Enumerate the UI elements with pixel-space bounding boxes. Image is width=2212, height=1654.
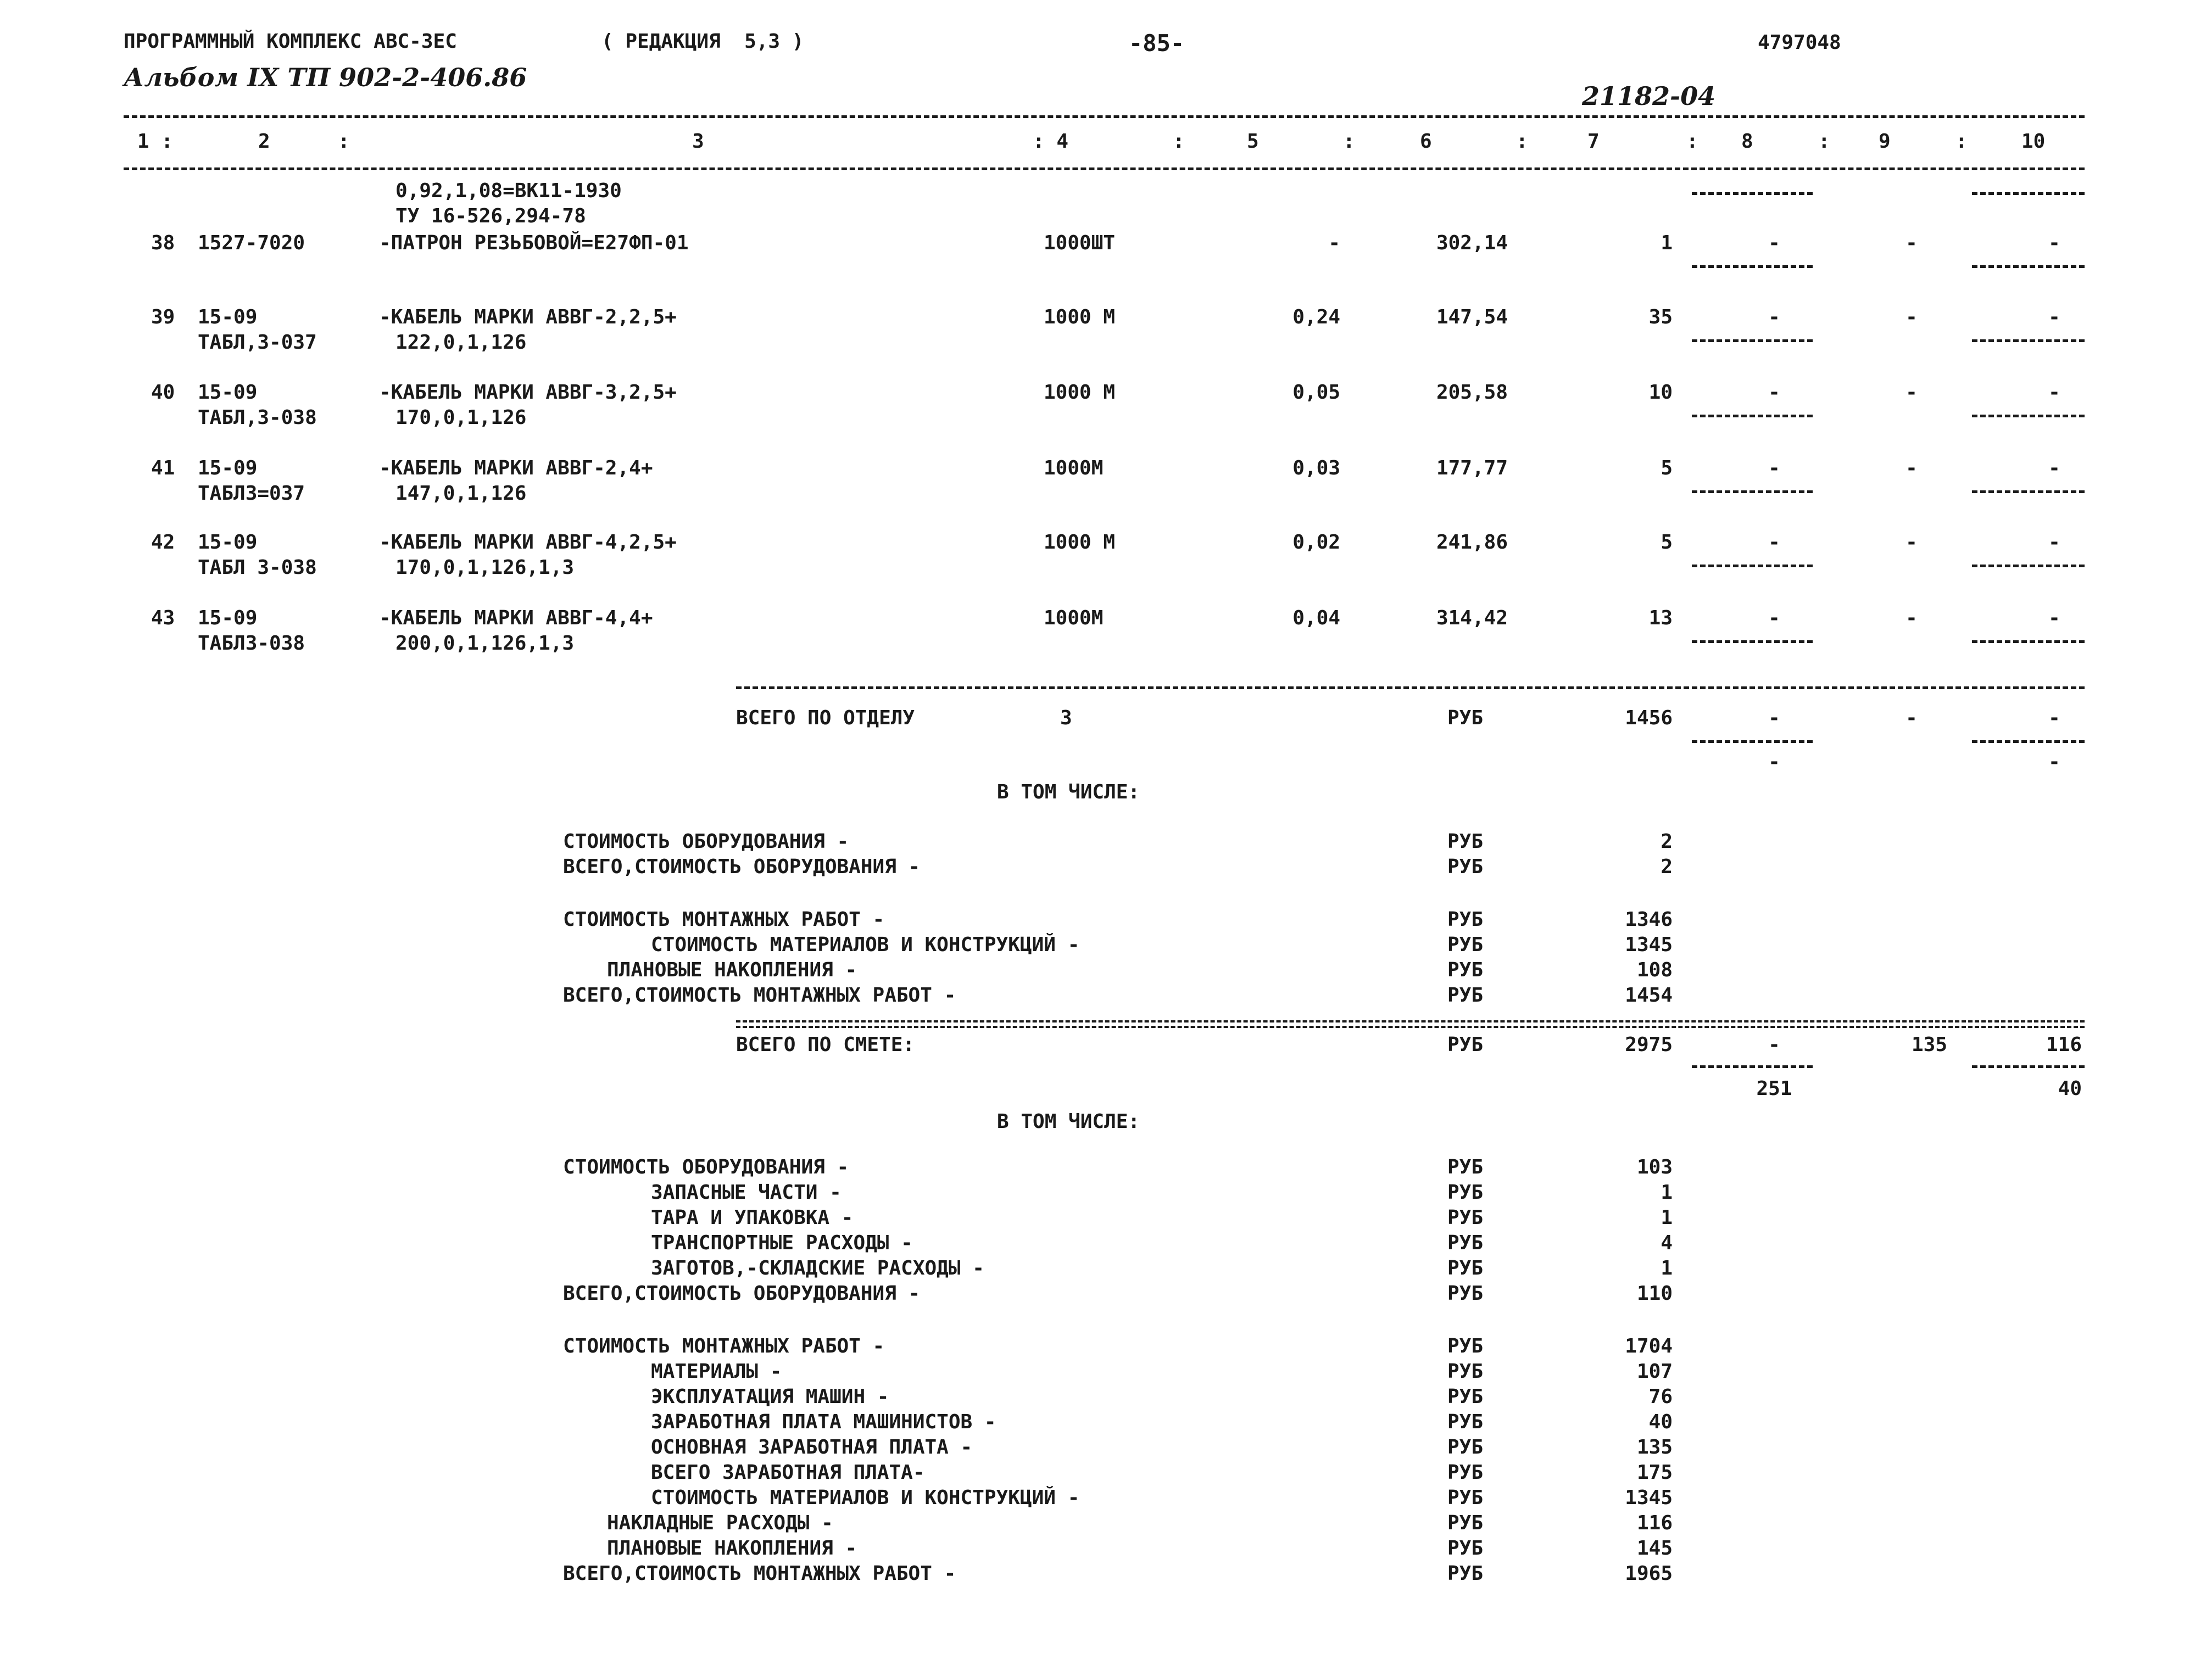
row-code: 15-09	[198, 531, 258, 554]
breakdown-unit: РУБ	[1447, 1537, 1484, 1560]
breakdown-unit: РУБ	[1447, 1206, 1484, 1229]
breakdown-unit: РУБ	[1447, 934, 1484, 956]
cell-divider	[1972, 640, 2085, 643]
row-number: 38	[151, 232, 175, 254]
row-code-table: ТАБЛ3=037	[198, 482, 305, 505]
row-c7: 10	[1648, 381, 1673, 404]
cell-divider	[1692, 565, 1813, 567]
breakdown-label: ЭКСПЛУАТАЦИЯ МАШИН -	[651, 1385, 889, 1408]
estimate-total-c8: -	[1768, 1033, 1780, 1056]
row-c5: 0,05	[1292, 381, 1340, 404]
breakdown-label: ТАРА И УПАКОВКА -	[651, 1206, 854, 1229]
row-unit: 1000 М	[1044, 381, 1116, 404]
row-number: 41	[151, 457, 175, 479]
row-c8: -	[1768, 457, 1780, 479]
cell-divider	[1692, 265, 1813, 268]
breakdown-label: ВСЕГО,СТОИМОСТЬ ОБОРУДОВАНИЯ -	[563, 856, 921, 878]
estimate-total-c10-sub: 40	[2058, 1077, 2082, 1100]
breakdown-unit: РУБ	[1447, 959, 1484, 981]
breakdown-unit: РУБ	[1447, 984, 1484, 1007]
row-name: -КАБЕЛЬ МАРКИ АВВГ-3,2,5+	[379, 381, 677, 404]
row-c8: -	[1768, 531, 1780, 554]
breakdown-label: ВСЕГО,СТОИМОСТЬ ОБОРУДОВАНИЯ -	[563, 1282, 921, 1305]
breakdown-value: 1454	[1625, 984, 1673, 1007]
row-c9: -	[1905, 457, 1918, 479]
breakdown-unit: РУБ	[1447, 1461, 1484, 1484]
row-c7: 5	[1661, 457, 1673, 479]
cell-divider	[1692, 339, 1813, 342]
row-c8: -	[1768, 306, 1780, 328]
row-c5: 0,03	[1292, 457, 1340, 479]
row-code: 1527-7020	[198, 232, 305, 254]
continuation-line: ТУ 16-526,294-78	[395, 205, 586, 227]
breakdown-value: 135	[1636, 1436, 1673, 1459]
breakdown-unit: РУБ	[1447, 908, 1484, 931]
row-unit: 1000ШТ	[1044, 232, 1116, 254]
including-heading-2: В ТОМ ЧИСЛЕ:	[997, 1110, 1140, 1133]
row-name-cont: 147,0,1,126	[395, 482, 527, 505]
col-6: 6	[1420, 130, 1432, 153]
col-sep: :	[1173, 130, 1185, 153]
row-name-cont: 170,0,1,126	[395, 406, 527, 429]
breakdown-value: 1	[1661, 1181, 1673, 1204]
col-sep: :	[1343, 130, 1355, 153]
breakdown-label: ТРАНСПОРТНЫЕ РАСХОДЫ -	[651, 1232, 913, 1254]
breakdown-value: 103	[1636, 1156, 1673, 1178]
col-3: 3	[692, 130, 704, 153]
row-c7: 13	[1648, 607, 1673, 629]
row-c5: 0,04	[1292, 607, 1340, 629]
breakdown-unit: РУБ	[1447, 830, 1484, 853]
estimate-total-unit: РУБ	[1447, 1033, 1484, 1056]
row-c6: 302,14	[1436, 232, 1508, 254]
row-name: -КАБЕЛЬ МАРКИ АВВГ-4,4+	[379, 607, 653, 629]
col-5: 5	[1247, 130, 1259, 153]
row-number: 43	[151, 607, 175, 629]
breakdown-value: 108	[1636, 959, 1673, 981]
row-name-cont: 170,0,1,126,1,3	[395, 556, 575, 579]
row-c10: -	[2048, 381, 2060, 404]
cell-divider	[1972, 265, 2085, 268]
dept-total-c10-sub: -	[2048, 751, 2060, 773]
row-c5: -	[1328, 232, 1340, 254]
breakdown-label: ВСЕГО,СТОИМОСТЬ МОНТАЖНЫХ РАБОТ -	[563, 1562, 956, 1585]
row-name: -КАБЕЛЬ МАРКИ АВВГ-4,2,5+	[379, 531, 677, 554]
row-c9: -	[1905, 306, 1918, 328]
breakdown-label: ЗАГОТОВ,-СКЛАДСКИЕ РАСХОДЫ -	[651, 1257, 984, 1279]
row-name-cont: 200,0,1,126,1,3	[395, 632, 575, 655]
breakdown-label: МАТЕРИАЛЫ -	[651, 1360, 782, 1383]
estimate-total-c10: 116	[2046, 1033, 2082, 1056]
col-sep: :	[338, 130, 350, 153]
cell-divider	[1972, 490, 2085, 493]
cell-divider	[1972, 415, 2085, 417]
row-code: 15-09	[198, 607, 258, 629]
col-sep: :	[1516, 130, 1528, 153]
breakdown-unit: РУБ	[1447, 1156, 1484, 1178]
row-name: -ПАТРОН РЕЗЬБОВОЙ=Е27ФП-01	[379, 232, 689, 254]
row-c9: -	[1905, 232, 1918, 254]
row-c10: -	[2048, 457, 2060, 479]
row-c6: 241,86	[1436, 531, 1508, 554]
row-c7: 1	[1661, 232, 1673, 254]
row-c8: -	[1768, 381, 1780, 404]
breakdown-value: 1345	[1625, 934, 1673, 956]
breakdown-value: 1965	[1625, 1562, 1673, 1585]
row-name: -КАБЕЛЬ МАРКИ АВВГ-2,2,5+	[379, 306, 677, 328]
estimate-total-c7: 2975	[1625, 1033, 1673, 1056]
breakdown-unit: РУБ	[1447, 856, 1484, 878]
breakdown-label: ВСЕГО ЗАРАБОТНАЯ ПЛАТА-	[651, 1461, 925, 1484]
breakdown-value: 2	[1661, 856, 1673, 878]
cell-divider	[1692, 1065, 1813, 1068]
row-c8: -	[1768, 607, 1780, 629]
breakdown-value: 116	[1636, 1512, 1673, 1534]
row-code: 15-09	[198, 457, 258, 479]
row-unit: 1000М	[1044, 607, 1104, 629]
dept-total-unit: РУБ	[1447, 707, 1484, 729]
breakdown-label: ЗАРАБОТНАЯ ПЛАТА МАШИНИСТОВ -	[651, 1411, 996, 1433]
edition-label: ( РЕДАКЦИЯ 5,3 )	[601, 30, 804, 53]
row-c7: 35	[1648, 306, 1673, 328]
col-10: 10	[2021, 130, 2046, 153]
row-c7: 5	[1661, 531, 1673, 554]
row-code: 15-09	[198, 381, 258, 404]
breakdown-label: ОСНОВНАЯ ЗАРАБОТНАЯ ПЛАТА -	[651, 1436, 973, 1459]
breakdown-label: ВСЕГО,СТОИМОСТЬ МОНТАЖНЫХ РАБОТ -	[563, 984, 956, 1007]
breakdown-unit: РУБ	[1447, 1385, 1484, 1408]
row-number: 42	[151, 531, 175, 554]
row-code-table: ТАБЛ,3-038	[198, 406, 317, 429]
row-code-table: ТАБЛ,3-037	[198, 331, 317, 354]
dept-total-label: ВСЕГО ПО ОТДЕЛУ	[736, 707, 915, 729]
estimate-total-rule	[736, 1026, 2085, 1028]
breakdown-label: ПЛАНОВЫЕ НАКОПЛЕНИЯ -	[607, 959, 857, 981]
row-unit: 1000М	[1044, 457, 1104, 479]
breakdown-unit: РУБ	[1447, 1282, 1484, 1305]
row-unit: 1000 М	[1044, 306, 1116, 328]
dept-total-c7: 1456	[1625, 707, 1673, 729]
breakdown-label: СТОИМОСТЬ ОБОРУДОВАНИЯ -	[563, 830, 849, 853]
handwritten-code: 21182-04	[1582, 81, 1716, 111]
row-c9: -	[1905, 381, 1918, 404]
row-c10: -	[2048, 531, 2060, 554]
row-c6: 314,42	[1436, 607, 1508, 629]
row-name: -КАБЕЛЬ МАРКИ АВВГ-2,4+	[379, 457, 653, 479]
col-sep: :	[1955, 130, 1968, 153]
page-number: -85-	[1129, 30, 1185, 57]
breakdown-label: НАКЛАДНЫЕ РАСХОДЫ -	[607, 1512, 833, 1534]
dept-total-c9: -	[1905, 707, 1918, 729]
estimate-total-rule	[736, 1020, 2085, 1022]
col-1: 1 :	[137, 130, 174, 153]
row-name-cont: 122,0,1,126	[395, 331, 527, 354]
document-number: 4797048	[1758, 31, 1841, 54]
breakdown-unit: РУБ	[1447, 1562, 1484, 1585]
row-c10: -	[2048, 306, 2060, 328]
breakdown-label: СТОИМОСТЬ МОНТАЖНЫХ РАБОТ -	[563, 1335, 885, 1357]
breakdown-label: ПЛАНОВЫЕ НАКОПЛЕНИЯ -	[607, 1537, 857, 1560]
col-2: 2	[258, 130, 270, 153]
row-c10: -	[2048, 607, 2060, 629]
row-c8: -	[1768, 232, 1780, 254]
breakdown-unit: РУБ	[1447, 1512, 1484, 1534]
row-c6: 177,77	[1436, 457, 1508, 479]
breakdown-value: 145	[1636, 1537, 1673, 1560]
breakdown-value: 110	[1636, 1282, 1673, 1305]
row-number: 40	[151, 381, 175, 404]
including-heading-1: В ТОМ ЧИСЛЕ:	[997, 781, 1140, 803]
album-reference: Альбом IX ТП 902-2-406.86	[124, 63, 527, 92]
row-c9: -	[1905, 531, 1918, 554]
breakdown-value: 175	[1636, 1461, 1673, 1484]
dept-total-rule	[736, 686, 2085, 689]
cell-divider	[1692, 740, 1813, 743]
dept-total-c10: -	[2048, 707, 2060, 729]
breakdown-value: 107	[1636, 1360, 1673, 1383]
breakdown-unit: РУБ	[1447, 1436, 1484, 1459]
col-8: 8	[1741, 130, 1753, 153]
row-c5: 0,02	[1292, 531, 1340, 554]
breakdown-unit: РУБ	[1447, 1257, 1484, 1279]
col-9: 9	[1879, 130, 1891, 153]
dept-total-c8-sub: -	[1768, 751, 1780, 773]
row-c5: 0,24	[1292, 306, 1340, 328]
col-sep: :	[1686, 130, 1698, 153]
breakdown-unit: РУБ	[1447, 1335, 1484, 1357]
breakdown-label: СТОИМОСТЬ МАТЕРИАЛОВ И КОНСТРУКЦИЙ -	[651, 934, 1080, 956]
row-number: 39	[151, 306, 175, 328]
header-top-rule	[124, 115, 2085, 118]
estimate-total-c8-sub: 251	[1756, 1077, 1792, 1100]
dept-total-section: 3	[1060, 707, 1072, 729]
breakdown-value: 76	[1648, 1385, 1673, 1408]
breakdown-unit: РУБ	[1447, 1181, 1484, 1204]
breakdown-value: 1345	[1625, 1487, 1673, 1509]
breakdown-unit: РУБ	[1447, 1487, 1484, 1509]
breakdown-label: СТОИМОСТЬ МОНТАЖНЫХ РАБОТ -	[563, 908, 885, 931]
cell-divider	[1972, 565, 2085, 567]
cell-divider	[1972, 1065, 2085, 1068]
breakdown-unit: РУБ	[1447, 1411, 1484, 1433]
continuation-line: 0,92,1,08=ВК11-1930	[395, 180, 622, 202]
breakdown-value: 1	[1661, 1206, 1673, 1229]
breakdown-label: СТОИМОСТЬ МАТЕРИАЛОВ И КОНСТРУКЦИЙ -	[651, 1487, 1080, 1509]
row-c10: -	[2048, 232, 2060, 254]
breakdown-value: 1704	[1625, 1335, 1673, 1357]
cell-divider	[1692, 192, 1813, 195]
program-title: ПРОГРАММНЫЙ КОМПЛЕКС АВС-3ЕС	[124, 30, 457, 53]
estimate-total-label: ВСЕГО ПО СМЕТЕ:	[736, 1033, 915, 1056]
breakdown-value: 4	[1661, 1232, 1673, 1254]
cell-divider	[1972, 192, 2085, 195]
row-code-table: ТАБЛ3-038	[198, 632, 305, 655]
row-c6: 147,54	[1436, 306, 1508, 328]
estimate-total-c9: 135	[1911, 1033, 1947, 1056]
header-bottom-rule	[124, 167, 2085, 170]
row-c6: 205,58	[1436, 381, 1508, 404]
row-c9: -	[1905, 607, 1918, 629]
cell-divider	[1692, 490, 1813, 493]
row-unit: 1000 М	[1044, 531, 1116, 554]
breakdown-value: 1	[1661, 1257, 1673, 1279]
breakdown-value: 1346	[1625, 908, 1673, 931]
col-sep: :	[1818, 130, 1830, 153]
col-7: 7	[1587, 130, 1600, 153]
row-code: 15-09	[198, 306, 258, 328]
cell-divider	[1972, 740, 2085, 743]
cell-divider	[1972, 339, 2085, 342]
breakdown-unit: РУБ	[1447, 1232, 1484, 1254]
cell-divider	[1692, 640, 1813, 643]
cell-divider	[1692, 415, 1813, 417]
breakdown-label: ЗАПАСНЫЕ ЧАСТИ -	[651, 1181, 842, 1204]
breakdown-value: 2	[1661, 830, 1673, 853]
breakdown-value: 40	[1648, 1411, 1673, 1433]
row-code-table: ТАБЛ 3-038	[198, 556, 317, 579]
dept-total-c8: -	[1768, 707, 1780, 729]
breakdown-label: СТОИМОСТЬ ОБОРУДОВАНИЯ -	[563, 1156, 849, 1178]
breakdown-unit: РУБ	[1447, 1360, 1484, 1383]
col-4: : 4	[1033, 130, 1069, 153]
